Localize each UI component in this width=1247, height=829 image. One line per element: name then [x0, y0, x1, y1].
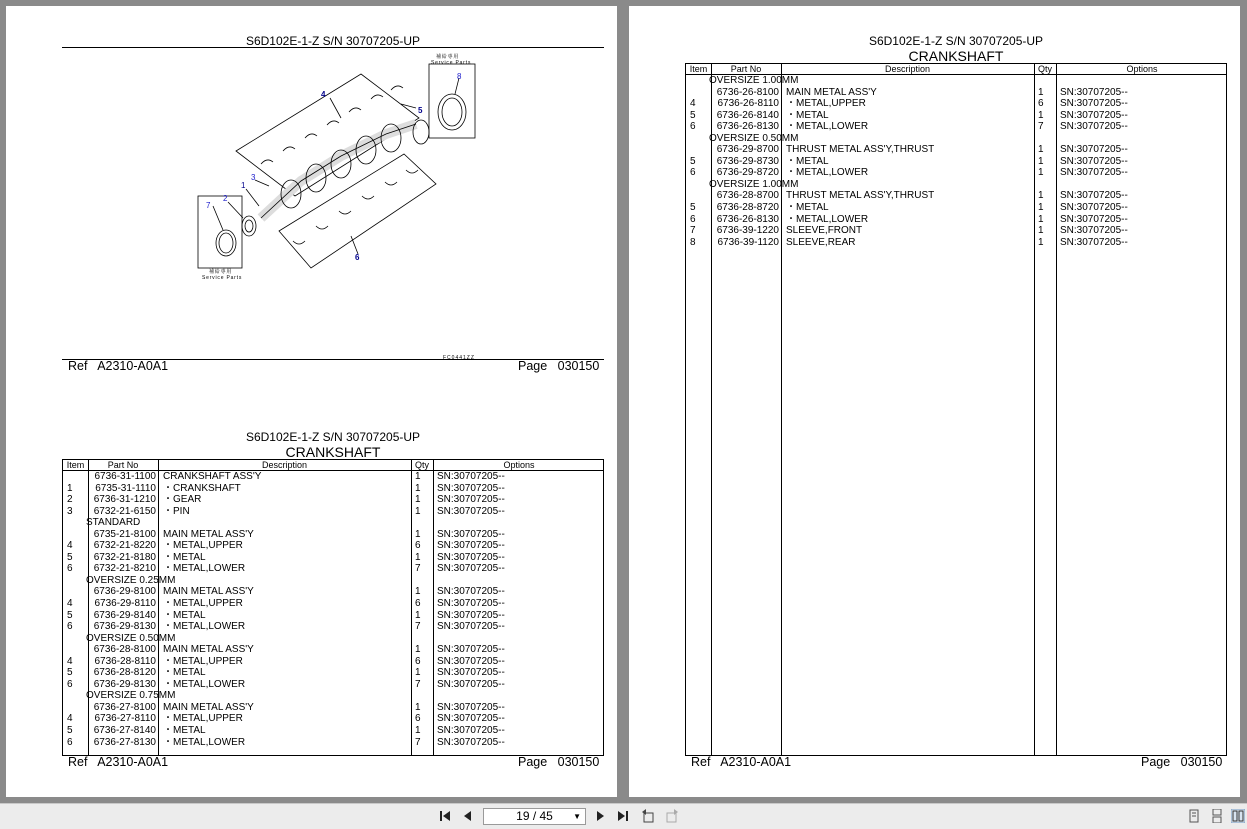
- cell-desc: ・METAL,UPPER: [163, 655, 243, 667]
- cell-item: 6: [67, 678, 73, 690]
- continuous-view-icon[interactable]: [1210, 809, 1224, 823]
- cell-desc: ・METAL: [786, 109, 829, 121]
- cell-part: 6735-21-8100: [93, 528, 156, 540]
- cell-desc: ・PIN: [163, 505, 190, 517]
- cell-desc: SLEEVE,FRONT: [786, 225, 863, 237]
- cell-desc: ・METAL: [163, 667, 206, 679]
- figure-code: FC0441ZZ: [443, 355, 475, 361]
- cell-qty: 1: [1038, 236, 1044, 248]
- ref-value: A2310-A0A1: [97, 359, 169, 373]
- cell-sec: OVERSIZE 1.00MM: [709, 178, 799, 190]
- cell-opt: SN:30707205--: [1060, 86, 1128, 98]
- cell-opt: SN:30707205--: [437, 655, 505, 667]
- header-options: Options: [503, 460, 535, 470]
- header-part-no: Part No: [107, 460, 139, 470]
- table-header: [63, 460, 603, 471]
- cell-opt: SN:30707205--: [1060, 225, 1128, 237]
- cell-part: 6736-28-8110: [94, 655, 156, 667]
- cell-opt: SN:30707205--: [1060, 109, 1128, 121]
- cell-item: 7: [690, 225, 696, 237]
- cell-part: 6736-27-8100: [93, 701, 156, 713]
- cell-opt: SN:30707205--: [437, 482, 505, 494]
- table-row: [686, 87, 1226, 99]
- right-ref: [691, 755, 791, 769]
- cell-desc: ・METAL: [786, 155, 829, 167]
- cell-part: 6736-28-8120: [93, 667, 156, 679]
- next-page-icon[interactable]: [593, 809, 607, 823]
- cell-desc: MAIN METAL ASS'Y: [786, 86, 877, 98]
- header-item: Item: [689, 64, 708, 74]
- callout-2: 2: [223, 194, 228, 203]
- service-parts-kanji-bottom: 補給専用: [209, 269, 233, 275]
- cell-opt: SN:30707205--: [1060, 167, 1128, 179]
- cell-qty: 1: [415, 644, 421, 656]
- cell-opt: SN:30707205--: [437, 621, 505, 633]
- callout-1: 1: [241, 181, 246, 190]
- table-row: [63, 563, 603, 575]
- figure-ref: [68, 359, 168, 373]
- cell-qty: 7: [415, 563, 421, 575]
- cell-qty: 1: [1038, 109, 1044, 121]
- section-header-row: [686, 75, 1226, 87]
- cell-opt: SN:30707205--: [1060, 98, 1128, 110]
- cell-item: 6: [690, 121, 696, 133]
- cell-part: 6736-26-8130: [716, 121, 779, 133]
- cell-qty: 7: [415, 736, 421, 748]
- header-options: Options: [1126, 64, 1158, 74]
- cell-qty: 1: [415, 586, 421, 598]
- cell-opt: SN:30707205--: [437, 725, 505, 737]
- cell-qty: 7: [1038, 121, 1044, 133]
- cell-item: 1: [67, 482, 73, 494]
- cell-part: 6736-29-8140: [93, 609, 156, 621]
- cell-desc: ・METAL,LOWER: [163, 621, 246, 633]
- cell-opt: SN:30707205--: [437, 667, 505, 679]
- table-row: [63, 702, 603, 714]
- cell-item: 3: [67, 505, 73, 517]
- parts-table-left: [62, 459, 604, 756]
- cell-item: 5: [690, 155, 696, 167]
- cell-item: 5: [67, 725, 73, 737]
- service-parts-label-top: Service Parts: [431, 60, 472, 66]
- table-row: [63, 506, 603, 518]
- header-qty: Qty: [1037, 64, 1052, 74]
- header-qty: Qty: [414, 460, 429, 470]
- table-row: [686, 225, 1226, 237]
- cell-opt: SN:30707205--: [437, 540, 505, 552]
- cell-part: 6736-27-8140: [93, 725, 156, 737]
- cell-desc: ・METAL,LOWER: [163, 678, 246, 690]
- cell-part: 6732-21-8220: [93, 540, 156, 552]
- cell-part: 6736-31-1210: [93, 494, 156, 506]
- cell-part: 6735-31-1110: [95, 482, 156, 494]
- cell-opt: SN:30707205--: [437, 701, 505, 713]
- table-row: [686, 237, 1226, 249]
- crankshaft-exploded-diagram: [191, 46, 481, 286]
- table-row: [686, 202, 1226, 214]
- single-page-view-icon[interactable]: [1187, 809, 1201, 823]
- document-page-left: [6, 6, 617, 797]
- parts-table-right: [685, 63, 1227, 756]
- cell-opt: SN:30707205--: [1060, 121, 1128, 133]
- table-row: [63, 737, 603, 749]
- service-parts-kanji-top: 補給専用: [436, 54, 460, 60]
- cell-qty: 1: [1038, 155, 1044, 167]
- cell-qty: 1: [415, 667, 421, 679]
- cell-qty: 1: [415, 528, 421, 540]
- table-row: [63, 598, 603, 610]
- cell-item: 4: [690, 98, 696, 110]
- cell-opt: SN:30707205--: [1060, 202, 1128, 214]
- cell-desc: SLEEVE,REAR: [786, 236, 856, 248]
- cell-sec: STANDARD: [86, 517, 141, 529]
- cell-part: 6736-28-8100: [93, 644, 156, 656]
- cell-qty: 1: [415, 701, 421, 713]
- cell-item: 6: [690, 167, 696, 179]
- cell-desc: ・METAL,UPPER: [163, 598, 243, 610]
- cell-desc: MAIN METAL ASS'Y: [163, 644, 254, 656]
- cell-opt: SN:30707205--: [437, 505, 505, 517]
- cell-qty: 7: [415, 621, 421, 633]
- page-label: Page: [518, 755, 548, 769]
- cell-qty: 1: [415, 551, 421, 563]
- table-model-title: S6D102E-1-Z S/N 30707205-UP: [245, 430, 421, 444]
- cell-desc: ・METAL,LOWER: [163, 736, 246, 748]
- first-page-icon[interactable]: [438, 809, 452, 823]
- figure-model-title: S6D102E-1-Z S/N 30707205-UP: [245, 34, 421, 48]
- cell-qty: 1: [1038, 202, 1044, 214]
- cell-opt: SN:30707205--: [437, 598, 505, 610]
- callout-8: 8: [457, 72, 462, 81]
- cell-item: 5: [690, 202, 696, 214]
- cell-desc: ・METAL,UPPER: [786, 98, 866, 110]
- cell-item: 5: [67, 609, 73, 621]
- cell-sec: OVERSIZE 0.25MM: [86, 574, 176, 586]
- cell-opt: SN:30707205--: [437, 586, 505, 598]
- cell-part: 6736-26-8130: [716, 213, 779, 225]
- table-row: [686, 156, 1226, 168]
- cell-part: 6736-27-8110: [94, 713, 156, 725]
- page-label: Page: [1141, 755, 1171, 769]
- cell-opt: SN:30707205--: [1060, 213, 1128, 225]
- cell-desc: ・METAL: [163, 725, 206, 737]
- cell-item: 4: [67, 598, 73, 610]
- cell-item: 4: [67, 540, 73, 552]
- section-header-row: [63, 690, 603, 702]
- section-header-row: [63, 633, 603, 645]
- cell-qty: 1: [415, 494, 421, 506]
- header-item: Item: [66, 460, 85, 470]
- cell-opt: SN:30707205--: [437, 528, 505, 540]
- cell-opt: SN:30707205--: [437, 471, 505, 482]
- cell-item: 5: [67, 551, 73, 563]
- table-row: [63, 679, 603, 691]
- cell-part: 6736-26-8100: [716, 86, 779, 98]
- right-section-title: CRANKSHAFT: [908, 48, 1004, 64]
- cell-item: 6: [67, 736, 73, 748]
- chevron-down-icon: ▼: [573, 812, 581, 821]
- table-row: [63, 529, 603, 541]
- page-value: 030150: [557, 755, 600, 769]
- cell-opt: SN:30707205--: [1060, 190, 1128, 202]
- cell-opt: SN:30707205--: [437, 494, 505, 506]
- cell-part: 6736-39-1220: [716, 225, 779, 237]
- cell-opt: SN:30707205--: [437, 644, 505, 656]
- section-header-row: [686, 133, 1226, 145]
- table-row: [63, 483, 603, 495]
- cell-opt: SN:30707205--: [437, 736, 505, 748]
- header-part-no: Part No: [730, 64, 762, 74]
- service-parts-label-bottom: Service Parts: [202, 275, 243, 281]
- cell-qty: 1: [1038, 225, 1044, 237]
- table-page: [518, 755, 599, 769]
- cell-part: 6732-21-8210: [93, 563, 156, 575]
- cell-desc: ・METAL: [163, 609, 206, 621]
- table-row: [63, 621, 603, 633]
- cell-qty: 6: [1038, 98, 1044, 110]
- cell-item: 5: [67, 667, 73, 679]
- callout-5: 5: [418, 106, 423, 115]
- page-value: 030150: [557, 359, 600, 373]
- cell-desc: ・METAL,LOWER: [786, 213, 869, 225]
- page-value: 030150: [1180, 755, 1223, 769]
- cell-desc: ・METAL,LOWER: [786, 167, 869, 179]
- cell-desc: ・GEAR: [163, 494, 202, 506]
- cell-opt: SN:30707205--: [437, 563, 505, 575]
- cell-desc: THRUST METAL ASS'Y,THRUST: [786, 190, 935, 202]
- cell-part: 6736-27-8130: [93, 736, 156, 748]
- previous-page-icon[interactable]: [461, 809, 475, 823]
- table-row: [63, 725, 603, 737]
- cell-part: 6736-28-8700: [716, 190, 779, 202]
- table-row: [63, 552, 603, 564]
- table-header: [686, 64, 1226, 75]
- section-header-row: [63, 575, 603, 587]
- table-row: [686, 190, 1226, 202]
- table-row: [686, 121, 1226, 133]
- go-back-view-icon[interactable]: [641, 809, 655, 823]
- cell-sec: OVERSIZE 0.50MM: [709, 132, 799, 144]
- cell-opt: SN:30707205--: [1060, 236, 1128, 248]
- cell-desc: ・METAL,LOWER: [786, 121, 869, 133]
- cell-item: 4: [67, 655, 73, 667]
- table-row: [686, 167, 1226, 179]
- last-page-icon[interactable]: [616, 809, 630, 823]
- cell-qty: 1: [415, 505, 421, 517]
- cell-item: 6: [67, 563, 73, 575]
- ref-label: Ref: [68, 755, 88, 769]
- callout-3: 3: [251, 173, 256, 182]
- cell-opt: SN:30707205--: [437, 678, 505, 690]
- facing-pages-view-icon[interactable]: [1231, 809, 1245, 823]
- cell-part: 6736-31-1100: [94, 471, 156, 482]
- callout-6: 6: [355, 253, 360, 262]
- cell-opt: SN:30707205--: [1060, 155, 1128, 167]
- cell-sec: OVERSIZE 1.00MM: [709, 75, 799, 86]
- ref-label: Ref: [691, 755, 711, 769]
- callout-7: 7: [206, 201, 211, 210]
- ref-value: A2310-A0A1: [720, 755, 792, 769]
- cell-part: 6736-29-8100: [93, 586, 156, 598]
- cell-desc: ・CRANKSHAFT: [163, 482, 241, 494]
- cell-part: 6732-21-8180: [93, 551, 156, 563]
- table-row: [686, 110, 1226, 122]
- page-indicator: 19 / 45: [516, 809, 553, 823]
- cell-item: 2: [67, 494, 73, 506]
- cell-qty: 1: [415, 482, 421, 494]
- cell-opt: SN:30707205--: [437, 713, 505, 725]
- table-row: [63, 540, 603, 552]
- cell-qty: 1: [415, 609, 421, 621]
- table-section-title: CRANKSHAFT: [285, 444, 381, 460]
- cell-qty: 1: [415, 725, 421, 737]
- table-row: [63, 644, 603, 656]
- cell-desc: THRUST METAL ASS'Y,THRUST: [786, 144, 935, 156]
- cell-item: 5: [690, 109, 696, 121]
- cell-qty: 1: [1038, 86, 1044, 98]
- callout-4: 4: [321, 90, 326, 99]
- cell-desc: ・METAL,LOWER: [163, 563, 246, 575]
- cell-qty: 1: [415, 471, 421, 482]
- go-forward-view-icon[interactable]: [665, 809, 679, 823]
- cell-qty: 1: [1038, 213, 1044, 225]
- table-row: [63, 610, 603, 622]
- cell-qty: 6: [415, 655, 421, 667]
- cell-part: 6736-29-8130: [93, 678, 156, 690]
- table-row: [686, 144, 1226, 156]
- cell-opt: SN:30707205--: [437, 551, 505, 563]
- header-description: Description: [261, 460, 308, 470]
- cell-part: 6732-21-6150: [93, 505, 156, 517]
- cell-qty: 6: [415, 598, 421, 610]
- cell-part: 6736-28-8720: [716, 202, 779, 214]
- ref-label: Ref: [68, 359, 88, 373]
- table-row: [686, 98, 1226, 110]
- cell-qty: 1: [1038, 167, 1044, 179]
- cell-part: 6736-39-1120: [717, 236, 779, 248]
- cell-desc: ・METAL,UPPER: [163, 713, 243, 725]
- cell-item: 6: [67, 621, 73, 633]
- table-row: [63, 713, 603, 725]
- figure-page: [518, 359, 599, 373]
- table-row: [63, 586, 603, 598]
- cell-qty: 6: [415, 713, 421, 725]
- cell-item: 4: [67, 713, 73, 725]
- cell-part: 6736-26-8140: [716, 109, 779, 121]
- ref-value: A2310-A0A1: [97, 755, 169, 769]
- cell-desc: ・METAL: [786, 202, 829, 214]
- table-ref: [68, 755, 168, 769]
- cell-part: 6736-29-8720: [716, 167, 779, 179]
- viewer-toolbar: [0, 803, 1247, 829]
- table-row: [63, 471, 603, 483]
- section-header-row: [63, 517, 603, 529]
- cell-part: 6736-29-8730: [716, 155, 779, 167]
- table-row: [63, 494, 603, 506]
- cell-qty: 7: [415, 678, 421, 690]
- table-rows: [63, 471, 603, 748]
- cell-opt: SN:30707205--: [1060, 144, 1128, 156]
- header-description: Description: [884, 64, 931, 74]
- table-row: [686, 214, 1226, 226]
- cell-item: 6: [690, 213, 696, 225]
- cell-qty: 6: [415, 540, 421, 552]
- document-page-right: [629, 6, 1240, 797]
- cell-item: 8: [690, 236, 696, 248]
- right-model-title: S6D102E-1-Z S/N 30707205-UP: [868, 34, 1044, 48]
- cell-part: 6736-29-8130: [93, 621, 156, 633]
- table-row: [63, 656, 603, 668]
- table-row: [63, 667, 603, 679]
- cell-qty: 1: [1038, 190, 1044, 202]
- cell-sec: OVERSIZE 0.75MM: [86, 690, 176, 702]
- right-page: [1141, 755, 1222, 769]
- cell-part: 6736-29-8700: [716, 144, 779, 156]
- cell-qty: 1: [1038, 144, 1044, 156]
- cell-desc: MAIN METAL ASS'Y: [163, 701, 254, 713]
- cell-part: 6736-26-8110: [717, 98, 779, 110]
- cell-desc: MAIN METAL ASS'Y: [163, 586, 254, 598]
- table-rows: [686, 75, 1226, 248]
- cell-sec: OVERSIZE 0.50MM: [86, 632, 176, 644]
- cell-desc: MAIN METAL ASS'Y: [163, 528, 254, 540]
- cell-part: 6736-29-8110: [94, 598, 156, 610]
- section-header-row: [686, 179, 1226, 191]
- cell-opt: SN:30707205--: [437, 609, 505, 621]
- cell-desc: ・METAL,UPPER: [163, 540, 243, 552]
- page-label: Page: [518, 359, 548, 373]
- page-number-select[interactable]: [483, 808, 586, 825]
- cell-desc: ・METAL: [163, 551, 206, 563]
- cell-desc: CRANKSHAFT ASS'Y: [163, 471, 262, 482]
